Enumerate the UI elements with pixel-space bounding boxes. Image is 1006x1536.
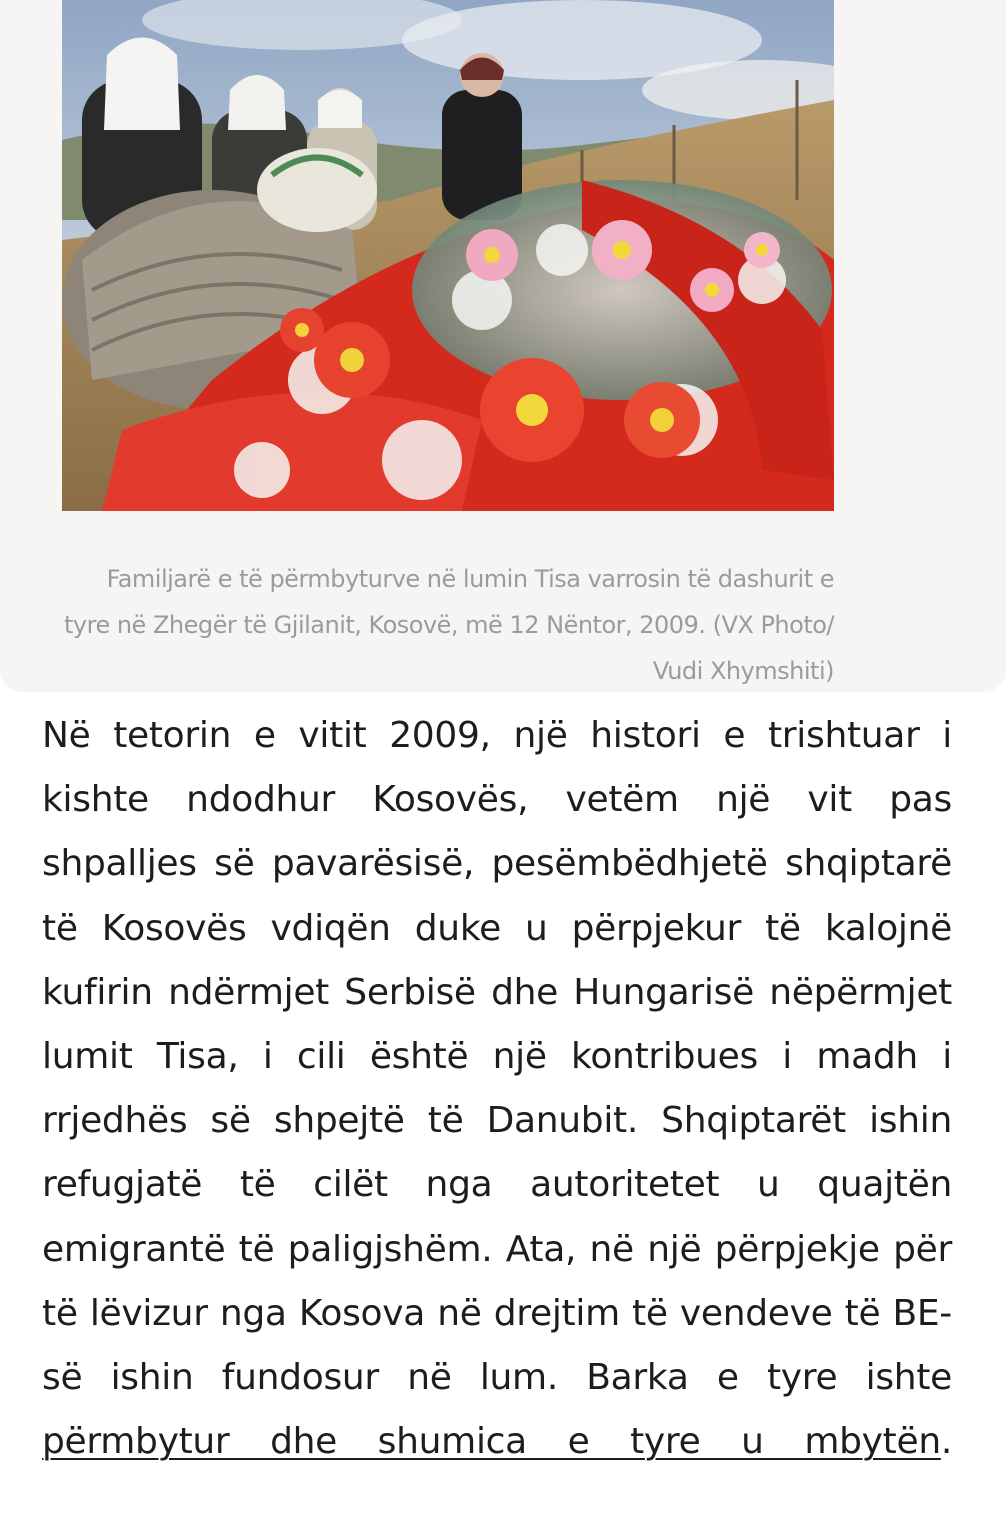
article-link[interactable]: përmbytur dhe shumica e tyre u mbytën [42, 1421, 941, 1463]
article-photo[interactable] [62, 0, 834, 511]
article-trailing-text: . [940, 1421, 952, 1463]
figure-card [0, 0, 1006, 692]
photo-caption: Familjarë e të përmbyturve në lumin Tisa varrosin të dashurit e tyre në Zhegër të Gjilanit, Kosovë, më 12 Nëntor, 2009. (VX Photo/ Vudi Xhymshiti) [64, 565, 834, 685]
article-text: Në tetorin e vitit 2009, një histori e trishtuar i kishte ndodhur Kosovës, vetëm një vit pas shpalljes së pavarësisë, pesëmbëdhjetë shqiptarë të Kosovës vdiqën duke u përpjekur të kalojnë kufirin ndërmjet Serbisë dhe Hungarisë nëpërmjet lumit Tisa, i cili është një kontribues i madh i rrjedhës së shpejtë të Danubit. Shqiptarët ishin refugjatë të cilët nga autoritetet u quajtën emigrantë të paligjshëm. Ata, në një përpjekje për të lëvizur nga Kosova në drejtim të vendeve të BE-së ishin fundosur në lum. Barka e tyre ishte [42, 715, 952, 1399]
article-paragraph [42, 704, 952, 1474]
photo-illustration [62, 0, 834, 511]
